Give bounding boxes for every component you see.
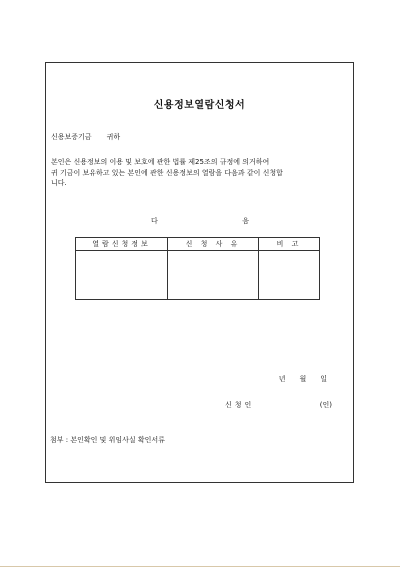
date-line [279, 374, 327, 384]
date-year: 년 [278, 375, 286, 383]
applicant-line [225, 400, 332, 410]
applicant-label: 신청인 [225, 401, 255, 409]
statement-line: 본인은 신용정보의 이용 및 보호에 관한 법률 제25조의 규정에 의거하여 [51, 158, 270, 166]
addressee-org: 신용보증기금 [51, 133, 92, 141]
addressee-honorific: 귀하 [106, 133, 121, 141]
section-heading [151, 216, 249, 226]
page-bottom-rule [0, 566, 400, 567]
attachment-note: 첨부 : 본인확인 및 위임사실 확인서류 [50, 436, 165, 444]
form-title: 신용정보열람신청서 [153, 100, 246, 111]
seal-mark: (인) [319, 401, 332, 409]
header-requested-info: 열람신청정보 [76, 238, 168, 251]
table-row [76, 251, 320, 300]
addressee-line [51, 132, 120, 142]
request-details-table [75, 237, 320, 300]
statement-line: 귀 기금이 보유하고 있는 본인에 관한 신용정보의 열람을 다음과 같이 신청합 [51, 168, 283, 177]
header-remarks: 비 고 [259, 238, 320, 251]
header-request-reason: 신 청 사 유 [168, 238, 259, 251]
heading-right: 음 [242, 217, 249, 225]
date-month: 월 [299, 375, 307, 383]
application-form [45, 62, 354, 483]
table-header-row [76, 238, 320, 251]
request-reason-cell[interactable] [168, 251, 259, 300]
remarks-cell[interactable] [259, 251, 320, 300]
requested-info-cell[interactable] [76, 251, 168, 300]
application-statement [51, 157, 350, 189]
date-day: 일 [320, 375, 327, 383]
statement-line: 니다. [51, 179, 67, 187]
heading-left: 다 [151, 217, 158, 225]
